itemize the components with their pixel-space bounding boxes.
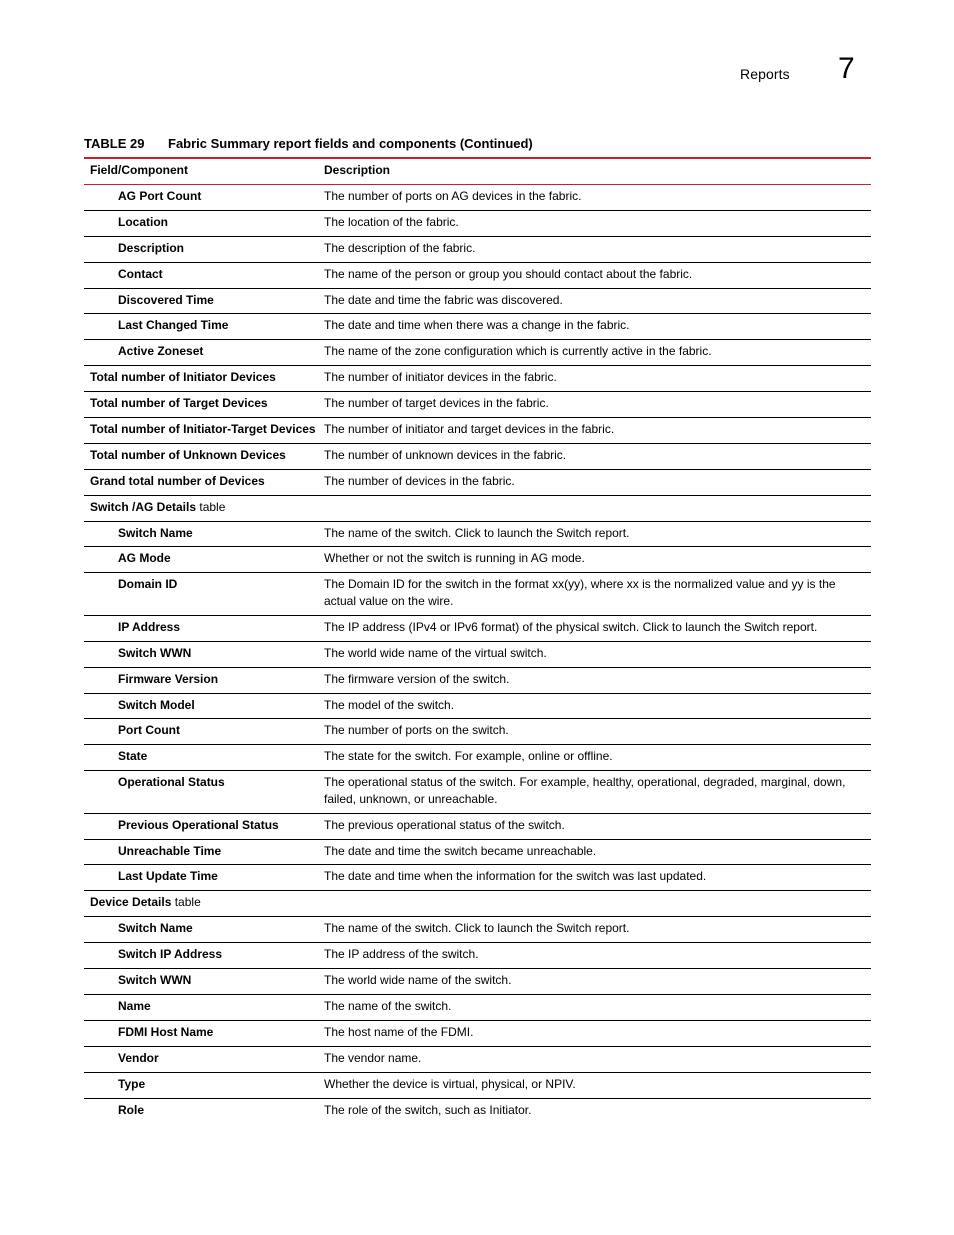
table-caption [84, 136, 533, 151]
description-cell: The number of initiator and target devices in the fabric. [324, 422, 615, 437]
table-row [84, 1073, 871, 1099]
description-cell: The name of the switch. [324, 998, 452, 1013]
description-cell: The description of the fabric. [324, 240, 476, 255]
field-name: Type [118, 1076, 146, 1091]
table-row [84, 185, 871, 211]
field-cell [84, 547, 324, 572]
field-name: Switch WWN [118, 645, 192, 660]
table-row [84, 573, 871, 616]
table-row [84, 745, 871, 771]
table-row [84, 1099, 871, 1125]
description-cell: The operational status of the switch. For example, healthy, operational, degraded, marginal, down, failed, unknown, or unreachable. [324, 775, 846, 806]
field-cell [84, 237, 324, 262]
field-cell [84, 340, 324, 365]
description-cell [324, 891, 871, 916]
table-number: TABLE 29 [84, 136, 145, 151]
description-cell: The firmware version of the switch. [324, 671, 510, 686]
description-cell: The vendor name. [324, 1050, 422, 1065]
field-cell [84, 263, 324, 288]
description-cell: The number of target devices in the fabric. [324, 396, 549, 411]
field-name: Port Count [118, 723, 180, 738]
table-row [84, 289, 871, 315]
table-row [84, 547, 871, 573]
description-cell: The previous operational status of the switch. [324, 817, 565, 832]
table-row [84, 995, 871, 1021]
table-row [84, 969, 871, 995]
description-cell: The number of ports on the switch. [324, 723, 509, 738]
description-cell: The location of the fabric. [324, 214, 459, 229]
field-name: Last Update Time [118, 869, 218, 884]
table-row [84, 496, 871, 522]
field-cell [84, 840, 324, 865]
field-cell [84, 573, 324, 615]
field-name: Operational Status [118, 775, 225, 790]
description-cell: The model of the switch. [324, 697, 455, 712]
field-cell [84, 211, 324, 236]
field-name: Previous Operational Status [118, 817, 279, 832]
field-cell [84, 745, 324, 770]
field-name: Active Zoneset [118, 344, 204, 359]
field-cell [84, 891, 324, 916]
table-row [84, 366, 871, 392]
field-cell [84, 289, 324, 314]
field-cell [84, 694, 324, 719]
field-name: Device Details [90, 895, 172, 910]
field-name: Grand total number of Devices [90, 473, 265, 488]
field-name: Total number of Unknown Devices [90, 447, 286, 462]
chapter-number: 7 [838, 52, 855, 85]
field-name: Description [118, 240, 185, 255]
description-cell: The IP address (IPv4 or IPv6 format) of the physical switch. Click to launch the Switch report. [324, 619, 818, 634]
table-row [84, 943, 871, 969]
field-name: Switch IP Address [118, 947, 223, 962]
running-header-section: Reports [740, 66, 790, 82]
table-row [84, 642, 871, 668]
field-cell [84, 418, 324, 443]
description-cell: The name of the switch. Click to launch the Switch report. [324, 525, 630, 540]
table-row [84, 719, 871, 745]
field-name: Location [118, 214, 168, 229]
description-cell: The Domain ID for the switch in the format xx(yy), where xx is the normalized value and yy is the actual value on the wire. [324, 577, 836, 608]
table-title: Fabric Summary report fields and components (Continued) [168, 136, 533, 151]
field-name: State [118, 749, 148, 764]
field-cell [84, 969, 324, 994]
description-cell: The date and time the fabric was discovered. [324, 292, 563, 307]
column-header-field: Field/Component [90, 163, 188, 177]
field-cell [84, 616, 324, 641]
table-header-row [84, 157, 871, 185]
field-cell [84, 392, 324, 417]
field-name: Vendor [118, 1050, 159, 1065]
table-row [84, 314, 871, 340]
table-row [84, 814, 871, 840]
field-name: FDMI Host Name [118, 1024, 214, 1039]
field-cell [84, 470, 324, 495]
column-header-description: Description [324, 163, 391, 177]
description-cell: The number of ports on AG devices in the fabric. [324, 189, 582, 203]
field-cell [84, 943, 324, 968]
description-cell: Whether or not the switch is running in AG mode. [324, 551, 585, 566]
field-cell [84, 444, 324, 469]
table-row [84, 418, 871, 444]
field-cell [84, 496, 324, 521]
field-cell [84, 917, 324, 942]
field-cell [84, 314, 324, 339]
field-name: Role [118, 1102, 145, 1117]
description-cell: The date and time when there was a change in the fabric. [324, 318, 630, 333]
description-cell: The number of unknown devices in the fabric. [324, 447, 567, 462]
table-row [84, 392, 871, 418]
table-row [84, 263, 871, 289]
table-row [84, 237, 871, 263]
field-name: Switch Name [118, 921, 193, 936]
field-suffix: table [171, 895, 201, 910]
field-cell [84, 1073, 324, 1098]
field-name: Total number of Initiator Devices [90, 370, 276, 385]
table-row [84, 917, 871, 943]
field-cell [84, 995, 324, 1020]
field-cell [84, 1099, 324, 1125]
description-cell: The world wide name of the switch. [324, 973, 512, 988]
table-row [84, 1021, 871, 1047]
field-name: Switch Name [118, 525, 193, 540]
field-name: Contact [118, 266, 163, 281]
table-row [84, 1047, 871, 1073]
field-name: Firmware Version [118, 671, 219, 686]
field-cell [84, 185, 324, 210]
field-name: Total number of Target Devices [90, 396, 268, 411]
description-cell: The number of devices in the fabric. [324, 473, 515, 488]
field-name: Unreachable Time [118, 843, 222, 858]
description-cell: The date and time the switch became unreachable. [324, 843, 597, 858]
field-cell [84, 1047, 324, 1072]
field-cell [84, 719, 324, 744]
fields-table [84, 157, 871, 1124]
description-cell: The IP address of the switch. [324, 947, 479, 962]
table-row [84, 865, 871, 891]
field-name: Discovered Time [118, 292, 214, 307]
table-row [84, 522, 871, 548]
description-cell: The number of initiator devices in the fabric. [324, 370, 557, 385]
field-name: AG Mode [118, 551, 171, 566]
table-row [84, 668, 871, 694]
table-row [84, 444, 871, 470]
field-name: Total number of Initiator-Target Devices [90, 422, 316, 437]
field-cell [84, 668, 324, 693]
description-cell: The state for the switch. For example, online or offline. [324, 749, 613, 764]
field-name: Last Changed Time [118, 318, 229, 333]
table-row [84, 840, 871, 866]
description-cell: The role of the switch, such as Initiator. [324, 1102, 532, 1117]
description-cell: Whether the device is virtual, physical, or NPIV. [324, 1076, 576, 1091]
description-cell: The name of the switch. Click to launch the Switch report. [324, 921, 630, 936]
field-name: AG Port Count [118, 189, 202, 203]
table-row [84, 616, 871, 642]
table-body [84, 185, 871, 1124]
field-cell [84, 366, 324, 391]
table-row [84, 694, 871, 720]
description-cell: The name of the zone configuration which is currently active in the fabric. [324, 344, 712, 359]
field-name: Switch Model [118, 697, 195, 712]
table-row [84, 340, 871, 366]
table-row [84, 211, 871, 237]
field-name: Name [118, 998, 151, 1013]
description-cell [324, 496, 871, 521]
field-name: Domain ID [118, 577, 178, 592]
table-row [84, 771, 871, 814]
field-cell [84, 1021, 324, 1046]
description-cell: The date and time when the information for the switch was last updated. [324, 869, 707, 884]
table-row [84, 470, 871, 496]
field-cell [84, 865, 324, 890]
field-name: Switch WWN [118, 973, 192, 988]
field-cell [84, 814, 324, 839]
description-cell: The host name of the FDMI. [324, 1024, 474, 1039]
table-row [84, 891, 871, 917]
field-suffix: table [196, 499, 226, 514]
description-cell: The world wide name of the virtual switch. [324, 645, 547, 660]
description-cell: The name of the person or group you should contact about the fabric. [324, 266, 693, 281]
field-name: Switch /AG Details [90, 499, 197, 514]
field-cell [84, 642, 324, 667]
field-cell [84, 771, 324, 813]
field-cell [84, 522, 324, 547]
field-name: IP Address [118, 619, 181, 634]
